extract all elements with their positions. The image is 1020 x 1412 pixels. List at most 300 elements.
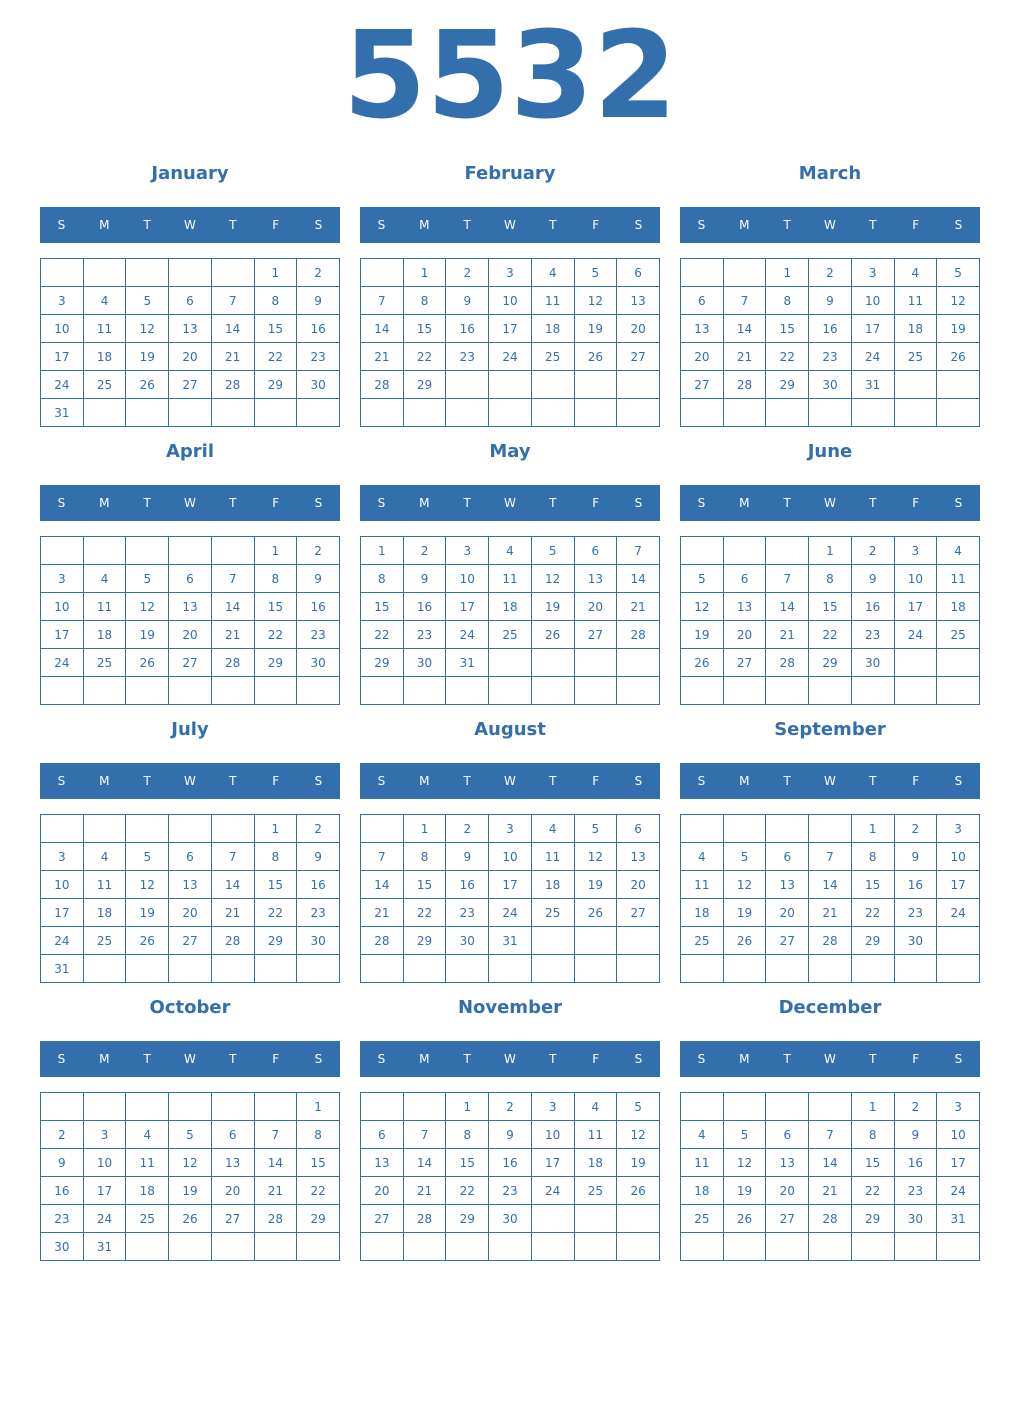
week-row <box>681 1205 980 1233</box>
empty-day-cell <box>211 537 254 565</box>
day-cell: 5 <box>617 1093 660 1121</box>
empty-day-cell <box>126 955 169 983</box>
week-row <box>361 815 660 843</box>
weekday-label: S <box>954 496 963 510</box>
day-cell: 14 <box>254 1149 297 1177</box>
empty-day-cell <box>681 677 724 705</box>
empty-day-cell <box>126 1093 169 1121</box>
weekday-label: S <box>314 774 323 788</box>
day-cell: 30 <box>403 649 446 677</box>
day-cell: 2 <box>894 1093 937 1121</box>
weekday-label: T <box>869 496 877 510</box>
day-cell: 8 <box>254 843 297 871</box>
weekday-label: F <box>272 218 280 232</box>
week-row <box>41 927 340 955</box>
day-cell: 13 <box>723 593 766 621</box>
empty-day-cell <box>766 1233 809 1261</box>
day-cell: 16 <box>446 315 489 343</box>
day-cell: 19 <box>723 1177 766 1205</box>
day-cell: 19 <box>574 315 617 343</box>
day-cell: 29 <box>361 649 404 677</box>
day-cell: 25 <box>574 1177 617 1205</box>
month-name: November <box>457 997 563 1018</box>
weekday-label: W <box>504 218 516 232</box>
empty-day-cell <box>531 1205 574 1233</box>
empty-day-cell <box>937 371 980 399</box>
weekday-label: S <box>634 774 643 788</box>
weekday-label: W <box>504 774 516 788</box>
day-cell: 30 <box>809 371 852 399</box>
day-cell: 21 <box>211 621 254 649</box>
weekday-header <box>680 763 980 799</box>
day-cell: 16 <box>489 1149 532 1177</box>
week-row <box>681 593 980 621</box>
weekday-header <box>40 1041 340 1077</box>
week-row <box>361 259 660 287</box>
weekday-label: W <box>824 218 836 232</box>
day-cell: 11 <box>531 843 574 871</box>
day-cell: 26 <box>681 649 724 677</box>
weekday-label: S <box>954 774 963 788</box>
day-cell: 2 <box>446 259 489 287</box>
day-cell: 22 <box>766 343 809 371</box>
empty-day-cell <box>531 1233 574 1261</box>
weekday-label: W <box>184 218 196 232</box>
empty-day-cell <box>531 399 574 427</box>
empty-day-cell <box>531 677 574 705</box>
day-cell: 31 <box>937 1205 980 1233</box>
empty-day-cell <box>254 677 297 705</box>
day-cell: 10 <box>894 565 937 593</box>
week-row <box>41 815 340 843</box>
weekday-label: S <box>314 496 323 510</box>
empty-day-cell <box>126 1233 169 1261</box>
day-cell: 27 <box>617 343 660 371</box>
day-cell: 16 <box>894 871 937 899</box>
week-row <box>681 399 980 427</box>
day-cell: 28 <box>617 621 660 649</box>
day-cell: 4 <box>531 259 574 287</box>
day-cell: 26 <box>723 927 766 955</box>
empty-day-cell <box>211 259 254 287</box>
empty-day-cell <box>446 371 489 399</box>
day-cell: 24 <box>531 1177 574 1205</box>
day-cell: 27 <box>766 1205 809 1233</box>
week-row <box>41 649 340 677</box>
weekday-label: T <box>143 218 151 232</box>
day-grid <box>360 258 660 427</box>
week-row <box>361 621 660 649</box>
empty-day-cell <box>723 259 766 287</box>
day-grid <box>360 1092 660 1261</box>
empty-day-cell <box>126 537 169 565</box>
empty-day-cell <box>361 955 404 983</box>
empty-day-cell <box>169 677 212 705</box>
day-cell: 20 <box>723 621 766 649</box>
weekday-label: T <box>549 496 557 510</box>
empty-day-cell <box>41 1093 84 1121</box>
week-row <box>361 537 660 565</box>
day-cell: 15 <box>403 315 446 343</box>
day-cell: 7 <box>403 1121 446 1149</box>
day-cell: 2 <box>894 815 937 843</box>
day-cell: 28 <box>211 927 254 955</box>
empty-day-cell <box>937 677 980 705</box>
week-row <box>41 621 340 649</box>
empty-day-cell <box>681 259 724 287</box>
empty-day-cell <box>403 677 446 705</box>
empty-day-cell <box>446 1233 489 1261</box>
empty-day-cell <box>723 955 766 983</box>
day-cell: 30 <box>894 927 937 955</box>
empty-day-cell <box>83 537 126 565</box>
weekday-label: S <box>377 496 386 510</box>
day-cell: 1 <box>446 1093 489 1121</box>
day-cell: 18 <box>126 1177 169 1205</box>
day-grid <box>360 536 660 705</box>
day-cell: 1 <box>851 1093 894 1121</box>
day-cell: 1 <box>809 537 852 565</box>
empty-day-cell <box>489 955 532 983</box>
day-cell: 25 <box>83 371 126 399</box>
day-cell: 14 <box>809 1149 852 1177</box>
weekday-label: S <box>57 218 66 232</box>
empty-day-cell <box>83 677 126 705</box>
weekday-label: S <box>57 1052 66 1066</box>
empty-day-cell <box>531 927 574 955</box>
weekday-label: S <box>697 774 706 788</box>
day-cell: 23 <box>894 1177 937 1205</box>
day-cell: 21 <box>766 621 809 649</box>
day-cell: 18 <box>531 871 574 899</box>
day-cell: 31 <box>41 399 84 427</box>
day-cell: 14 <box>809 871 852 899</box>
weekday-label: F <box>912 774 920 788</box>
day-cell: 1 <box>766 259 809 287</box>
empty-day-cell <box>574 927 617 955</box>
day-cell: 8 <box>851 1121 894 1149</box>
week-row <box>361 1121 660 1149</box>
empty-day-cell <box>489 649 532 677</box>
day-cell: 23 <box>809 343 852 371</box>
empty-day-cell <box>297 1233 340 1261</box>
empty-day-cell <box>574 955 617 983</box>
weekday-label: F <box>592 774 600 788</box>
day-cell: 20 <box>169 899 212 927</box>
day-cell: 9 <box>446 287 489 315</box>
day-cell: 24 <box>489 343 532 371</box>
day-cell: 3 <box>894 537 937 565</box>
week-row <box>361 371 660 399</box>
week-row <box>361 565 660 593</box>
week-row <box>41 1121 340 1149</box>
weekday-label: M <box>99 496 110 510</box>
empty-day-cell <box>681 1233 724 1261</box>
empty-day-cell <box>169 1093 212 1121</box>
day-cell: 3 <box>937 815 980 843</box>
day-cell: 10 <box>41 871 84 899</box>
day-cell: 21 <box>723 343 766 371</box>
empty-day-cell <box>809 815 852 843</box>
weekday-label: S <box>377 774 386 788</box>
empty-day-cell <box>254 399 297 427</box>
day-cell: 29 <box>254 371 297 399</box>
weekday-label: W <box>824 496 836 510</box>
day-cell: 23 <box>41 1205 84 1233</box>
day-cell: 20 <box>617 871 660 899</box>
day-cell: 24 <box>851 343 894 371</box>
empty-day-cell <box>574 399 617 427</box>
month-name: July <box>171 719 209 740</box>
day-cell: 1 <box>403 259 446 287</box>
week-row <box>41 1177 340 1205</box>
weekday-label: T <box>463 496 471 510</box>
day-cell: 26 <box>574 899 617 927</box>
day-cell: 8 <box>361 565 404 593</box>
weekday-label: S <box>314 1052 323 1066</box>
empty-day-cell <box>894 1233 937 1261</box>
day-cell: 13 <box>169 593 212 621</box>
day-cell: 7 <box>254 1121 297 1149</box>
week-row <box>361 677 660 705</box>
day-cell: 11 <box>681 871 724 899</box>
empty-day-cell <box>851 677 894 705</box>
weekday-label: M <box>99 774 110 788</box>
empty-day-cell <box>851 955 894 983</box>
day-cell: 29 <box>297 1205 340 1233</box>
day-cell: 5 <box>126 565 169 593</box>
weekday-label: M <box>739 218 750 232</box>
day-cell: 14 <box>766 593 809 621</box>
weekday-label: F <box>272 774 280 788</box>
day-cell: 4 <box>894 259 937 287</box>
weekday-label: F <box>592 496 600 510</box>
weekday-header <box>40 207 340 243</box>
day-cell: 9 <box>489 1121 532 1149</box>
week-row <box>681 1093 980 1121</box>
day-cell: 22 <box>446 1177 489 1205</box>
day-cell: 17 <box>446 593 489 621</box>
empty-day-cell <box>766 399 809 427</box>
week-row <box>41 371 340 399</box>
weekday-label: T <box>549 774 557 788</box>
day-cell: 20 <box>617 315 660 343</box>
empty-day-cell <box>361 677 404 705</box>
day-cell: 21 <box>254 1177 297 1205</box>
day-cell: 6 <box>361 1121 404 1149</box>
day-cell: 12 <box>617 1121 660 1149</box>
day-cell: 20 <box>681 343 724 371</box>
day-cell: 12 <box>723 871 766 899</box>
weekday-label: T <box>229 496 237 510</box>
day-cell: 16 <box>41 1177 84 1205</box>
day-cell: 22 <box>403 343 446 371</box>
day-cell: 6 <box>574 537 617 565</box>
weekday-label: S <box>697 496 706 510</box>
day-cell: 17 <box>851 315 894 343</box>
day-cell: 3 <box>41 843 84 871</box>
day-cell: 27 <box>723 649 766 677</box>
day-cell: 30 <box>489 1205 532 1233</box>
day-cell: 25 <box>937 621 980 649</box>
weekday-label: F <box>912 1052 920 1066</box>
day-cell: 18 <box>83 621 126 649</box>
day-cell: 8 <box>446 1121 489 1149</box>
day-cell: 18 <box>83 343 126 371</box>
week-row <box>361 593 660 621</box>
empty-day-cell <box>723 399 766 427</box>
empty-day-cell <box>894 371 937 399</box>
week-row <box>361 899 660 927</box>
day-cell: 13 <box>617 843 660 871</box>
week-row <box>681 677 980 705</box>
week-row <box>41 1093 340 1121</box>
weekday-label: W <box>184 1052 196 1066</box>
day-cell: 6 <box>211 1121 254 1149</box>
empty-day-cell <box>894 677 937 705</box>
empty-day-cell <box>403 955 446 983</box>
empty-day-cell <box>617 955 660 983</box>
day-cell: 7 <box>766 565 809 593</box>
week-row <box>41 315 340 343</box>
day-cell: 13 <box>681 315 724 343</box>
day-cell: 27 <box>681 371 724 399</box>
day-cell: 17 <box>489 871 532 899</box>
day-cell: 18 <box>489 593 532 621</box>
day-cell: 29 <box>809 649 852 677</box>
week-row <box>361 1205 660 1233</box>
day-cell: 20 <box>169 621 212 649</box>
day-grid <box>40 1092 340 1261</box>
day-cell: 16 <box>809 315 852 343</box>
day-cell: 28 <box>766 649 809 677</box>
empty-day-cell <box>83 399 126 427</box>
day-cell: 9 <box>809 287 852 315</box>
day-cell: 23 <box>446 343 489 371</box>
empty-day-cell <box>446 677 489 705</box>
day-cell: 10 <box>489 287 532 315</box>
day-cell: 23 <box>894 899 937 927</box>
day-cell: 10 <box>531 1121 574 1149</box>
day-cell: 21 <box>361 899 404 927</box>
day-cell: 19 <box>126 343 169 371</box>
day-cell: 15 <box>254 315 297 343</box>
empty-day-cell <box>83 1093 126 1121</box>
day-cell: 29 <box>851 1205 894 1233</box>
day-cell: 10 <box>937 843 980 871</box>
week-row <box>361 927 660 955</box>
week-row <box>41 955 340 983</box>
day-cell: 17 <box>41 343 84 371</box>
day-cell: 17 <box>489 315 532 343</box>
day-cell: 29 <box>254 649 297 677</box>
day-grid <box>40 536 340 705</box>
day-cell: 16 <box>297 593 340 621</box>
day-cell: 6 <box>681 287 724 315</box>
day-cell: 17 <box>937 871 980 899</box>
day-cell: 11 <box>83 315 126 343</box>
empty-day-cell <box>169 259 212 287</box>
day-cell: 23 <box>851 621 894 649</box>
day-cell: 20 <box>361 1177 404 1205</box>
day-cell: 8 <box>403 843 446 871</box>
empty-day-cell <box>723 815 766 843</box>
day-cell: 5 <box>169 1121 212 1149</box>
day-cell: 7 <box>361 843 404 871</box>
day-cell: 19 <box>531 593 574 621</box>
day-cell: 6 <box>169 843 212 871</box>
empty-day-cell <box>361 259 404 287</box>
empty-day-cell <box>297 677 340 705</box>
day-cell: 3 <box>41 287 84 315</box>
weekday-label: F <box>912 496 920 510</box>
weekday-header <box>360 1041 660 1077</box>
empty-day-cell <box>766 815 809 843</box>
day-cell: 17 <box>894 593 937 621</box>
day-cell: 20 <box>766 1177 809 1205</box>
empty-day-cell <box>169 537 212 565</box>
week-row <box>681 815 980 843</box>
empty-day-cell <box>403 399 446 427</box>
week-row <box>681 955 980 983</box>
week-row <box>361 343 660 371</box>
day-cell: 20 <box>766 899 809 927</box>
day-cell: 6 <box>169 565 212 593</box>
empty-day-cell <box>83 259 126 287</box>
day-cell: 19 <box>126 899 169 927</box>
empty-day-cell <box>894 399 937 427</box>
empty-day-cell <box>211 1093 254 1121</box>
day-cell: 27 <box>211 1205 254 1233</box>
day-cell: 15 <box>851 871 894 899</box>
month-name: January <box>151 163 229 184</box>
year-title: 5532 <box>343 7 677 146</box>
empty-day-cell <box>809 1233 852 1261</box>
day-cell: 3 <box>489 259 532 287</box>
day-cell: 13 <box>766 1149 809 1177</box>
week-row <box>361 315 660 343</box>
empty-day-cell <box>531 649 574 677</box>
empty-day-cell <box>723 537 766 565</box>
day-cell: 12 <box>937 287 980 315</box>
month-name: December <box>778 997 882 1018</box>
weekday-label: S <box>314 218 323 232</box>
day-cell: 14 <box>211 315 254 343</box>
day-cell: 5 <box>126 287 169 315</box>
day-cell: 25 <box>894 343 937 371</box>
day-cell: 7 <box>211 287 254 315</box>
day-cell: 13 <box>574 565 617 593</box>
day-cell: 6 <box>766 843 809 871</box>
weekday-label: W <box>504 496 516 510</box>
weekday-label: S <box>57 496 66 510</box>
weekday-label: T <box>463 774 471 788</box>
empty-day-cell <box>361 1093 404 1121</box>
empty-day-cell <box>531 371 574 399</box>
day-cell: 28 <box>211 371 254 399</box>
empty-day-cell <box>361 399 404 427</box>
empty-day-cell <box>937 955 980 983</box>
day-cell: 12 <box>126 315 169 343</box>
day-cell: 26 <box>531 621 574 649</box>
day-cell: 4 <box>681 1121 724 1149</box>
day-cell: 28 <box>211 649 254 677</box>
day-cell: 19 <box>681 621 724 649</box>
day-cell: 18 <box>83 899 126 927</box>
day-cell: 11 <box>489 565 532 593</box>
empty-day-cell <box>361 815 404 843</box>
empty-day-cell <box>254 1093 297 1121</box>
